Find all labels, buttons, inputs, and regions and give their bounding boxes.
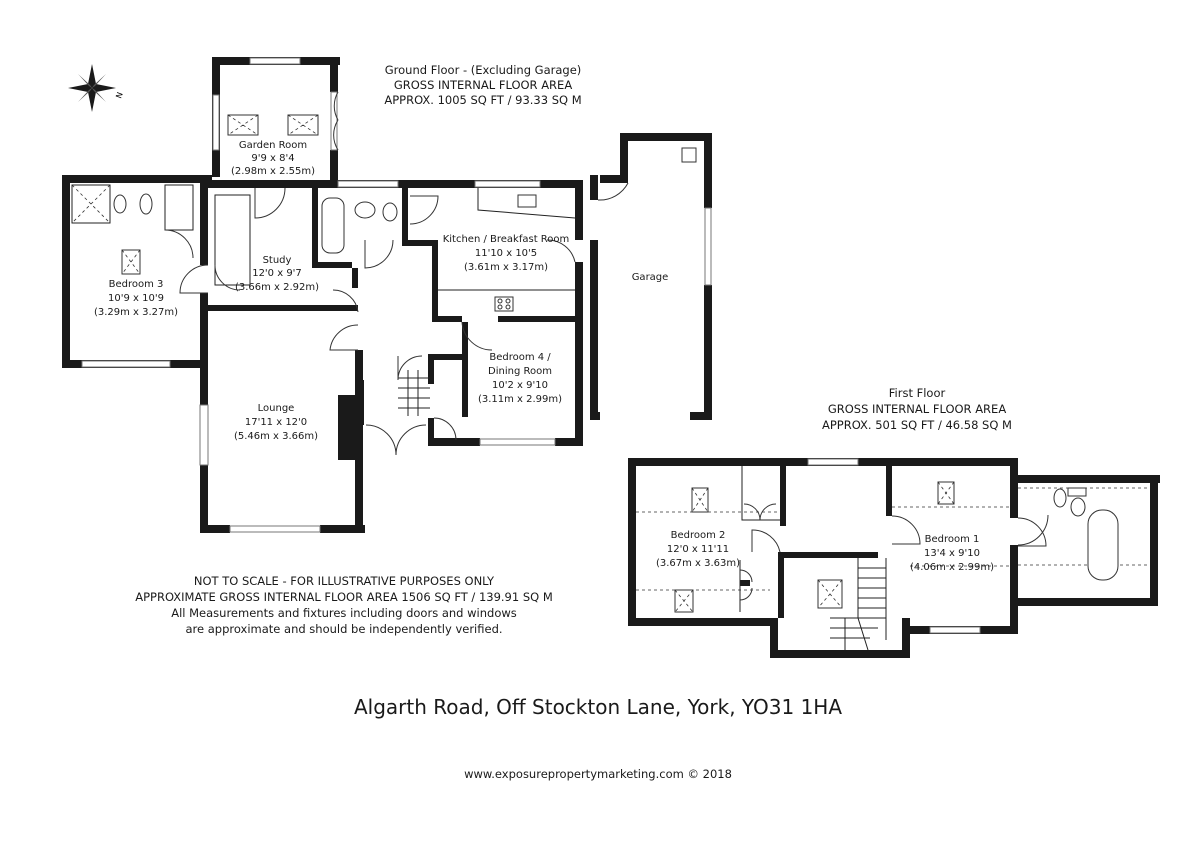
website-credit: www.exposurepropertymarketing.com © 2018 <box>464 767 732 781</box>
property-address: Algarth Road, Off Stockton Lane, York, YO31 1HA <box>353 695 843 719</box>
garden-room-dims-imperial: 9'9 x 8'4 <box>251 153 295 164</box>
bedroom2-dims-imperial: 12'0 x 11'11 <box>666 544 730 555</box>
bedroom1-name: Bedroom 1 <box>924 534 980 545</box>
bedroom1-dims-metric: (4.06m x 2.99m) <box>909 562 995 573</box>
compass-rose-icon <box>68 64 125 112</box>
ground-floor-heading <box>384 63 581 107</box>
study-name: Study <box>262 255 292 266</box>
bedroom3-dims-imperial: 10'9 x 10'9 <box>108 293 164 304</box>
ground-floor-title: Ground Floor - (Excluding Garage) <box>384 63 582 77</box>
bedroom4-dims-imperial: 10'2 x 9'10 <box>492 380 548 391</box>
room-label-kitchen <box>443 234 570 273</box>
study-dims-metric: (3.66m x 2.92m) <box>234 282 320 293</box>
ground-floor-area: APPROX. 1005 SQ FT / 93.33 SQ M <box>384 93 582 107</box>
bedroom2-name: Bedroom 2 <box>670 530 726 541</box>
ground-floor-gia-label: GROSS INTERNAL FLOOR AREA <box>393 78 573 92</box>
bedroom4-dims-metric: (3.11m x 2.99m) <box>477 394 563 405</box>
kitchen-dims-imperial: 11'10 x 10'5 <box>474 248 538 259</box>
room-label-bedroom1 <box>910 534 994 573</box>
bedroom4-name: Bedroom 4 / <box>489 352 551 363</box>
disclaimer-line-2: APPROXIMATE GROSS INTERNAL FLOOR AREA 1506 SQ FT / 139.91 SQ M <box>135 590 553 604</box>
bedroom3-name: Bedroom 3 <box>108 279 164 290</box>
first-floor-area: APPROX. 501 SQ FT / 46.58 SQ M <box>822 418 1012 432</box>
first-floor-gia-label: GROSS INTERNAL FLOOR AREA <box>827 402 1007 416</box>
kitchen-dims-metric: (3.61m x 3.17m) <box>463 262 549 273</box>
room-label-garage <box>632 272 669 283</box>
lounge-dims-imperial: 17'11 x 12'0 <box>244 417 308 428</box>
ground-floor-windows <box>82 58 711 532</box>
lounge-dims-metric: (5.46m x 3.66m) <box>233 431 319 442</box>
ground-floor-fixtures <box>72 92 696 455</box>
room-label-lounge <box>234 403 318 442</box>
bedroom2-dims-metric: (3.67m x 3.63m) <box>655 558 741 569</box>
first-floor-title: First Floor <box>888 386 946 400</box>
room-label-bedroom3 <box>94 279 178 318</box>
garage-name: Garage <box>631 272 669 283</box>
disclaimer-line-1: NOT TO SCALE - FOR ILLUSTRATIVE PURPOSES ONLY <box>193 574 495 588</box>
lounge-name: Lounge <box>257 403 295 414</box>
kitchen-name: Kitchen / Breakfast Room <box>442 234 570 245</box>
room-label-garden-room <box>231 140 315 177</box>
disclaimer-line-4: are approximate and should be independently verified. <box>185 622 503 636</box>
bedroom1-dims-imperial: 13'4 x 9'10 <box>924 548 980 559</box>
study-dims-imperial: 12'0 x 9'7 <box>252 268 302 279</box>
garden-room-dims-metric: (2.98m x 2.55m) <box>230 166 316 177</box>
compass-north-label: N <box>114 91 125 100</box>
garden-room-name: Garden Room <box>238 140 308 151</box>
room-label-bedroom2 <box>656 530 740 569</box>
bedroom3-dims-metric: (3.29m x 3.27m) <box>93 307 179 318</box>
disclaimer <box>135 574 553 636</box>
first-floor-heading <box>822 386 1012 432</box>
room-label-bedroom4 <box>478 352 562 405</box>
bedroom4-name-alt: Dining Room <box>488 366 552 377</box>
disclaimer-line-3: All Measurements and fixtures including doors and windows <box>171 606 517 620</box>
room-label-study <box>235 255 319 293</box>
